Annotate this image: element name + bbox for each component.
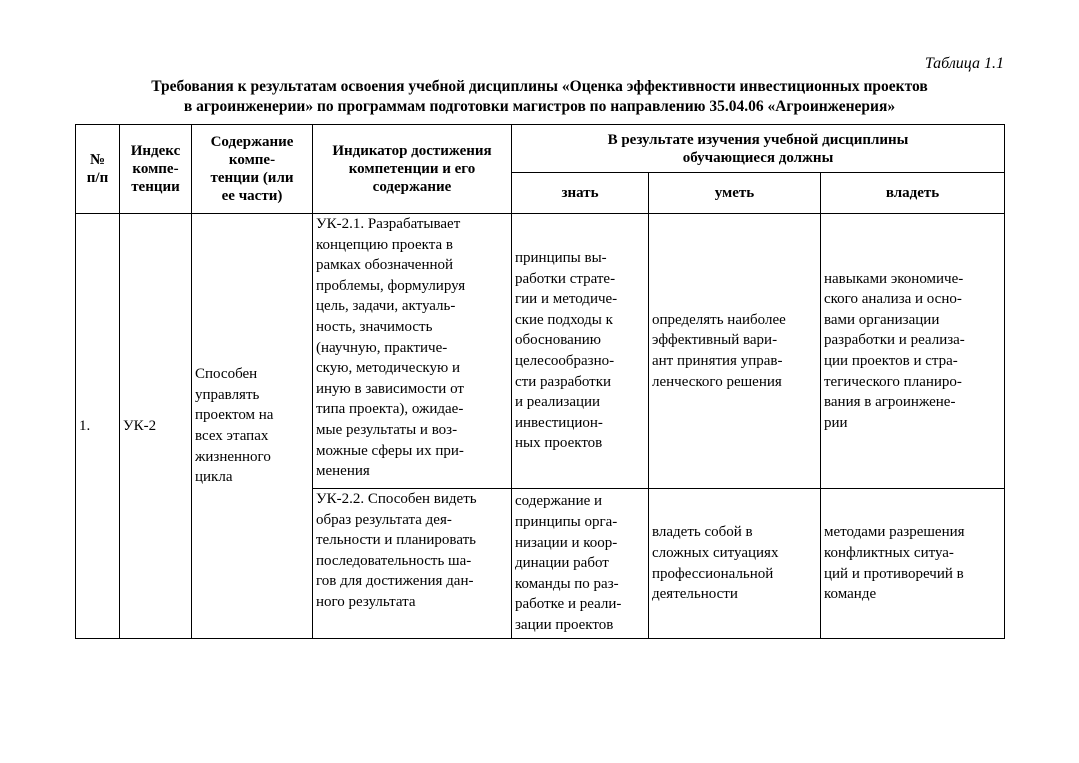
row-index: УК-2	[120, 214, 192, 639]
header-row-1	[76, 125, 1005, 173]
header-result-group: В результате изучения учебной дисциплины обучающиеся должны	[512, 125, 1005, 173]
can-cell: владеть собой в сложных ситуациях профессиональной деятельности	[649, 489, 821, 639]
know-cell: принципы вы- работки страте- гии и методиче- ские подходы к обоснованию целесообразно- сти разработки и реализации инвестицион- ных проектов	[512, 214, 649, 489]
header-can: уметь	[649, 173, 821, 214]
title-line-2: в агроинженерии» по программам подготовки магистров по направлению 35.04.06 «Агроинженерия»	[183, 98, 896, 115]
indicator-cell: УК-2.2. Способен видеть образ результата дея- тельности и планировать последовательность ша- гов для достижения дан- ного результата	[313, 489, 512, 639]
own-cell: методами разрешения конфликтных ситуа- ций и противоречий в команде	[821, 489, 1005, 639]
can-cell: определять наиболее эффективный вари- ант принятия управ- ленческого решения	[649, 214, 821, 489]
title-line-1: Требования к результатам освоения учебной дисциплины «Оценка эффективности инвестиционных проектов	[151, 78, 928, 95]
own-cell: навыками экономиче- ского анализа и осно- вами организации разработки и реализа- ции проектов и стра- тегического планиро- вания в агроинжене- рии	[821, 214, 1005, 489]
header-know: знать	[512, 173, 649, 214]
row-num: 1.	[76, 214, 120, 639]
header-content: Содержание компе- тенции (или ее части)	[192, 125, 313, 214]
header-num: № п/п	[76, 125, 120, 214]
document-title	[40, 77, 1039, 117]
know-cell: содержание и принципы орга- низации и коор- динации работ команды по раз- работке и реали- зации проектов	[512, 489, 649, 639]
header-index: Индекс компе- тенции	[120, 125, 192, 214]
header-own: владеть	[821, 173, 1005, 214]
table-caption: Таблица 1.1	[924, 55, 1004, 72]
indicator-cell: УК-2.1. Разрабатывает концепцию проекта в рамках обозначенной проблемы, формулируя цель, задачи, актуаль- ность, значимость (научную, практиче- скую, методическую и иную в зависимости от типа проекта), ожидае- мые результаты и воз- можные сферы их при- менения	[313, 214, 512, 489]
competency-table	[75, 124, 1005, 639]
table-row	[76, 214, 1005, 489]
header-indicator: Индикатор достижения компетенции и его содержание	[313, 125, 512, 214]
row-content: Способен управлять проектом на всех этапах жизненного цикла	[192, 214, 313, 639]
